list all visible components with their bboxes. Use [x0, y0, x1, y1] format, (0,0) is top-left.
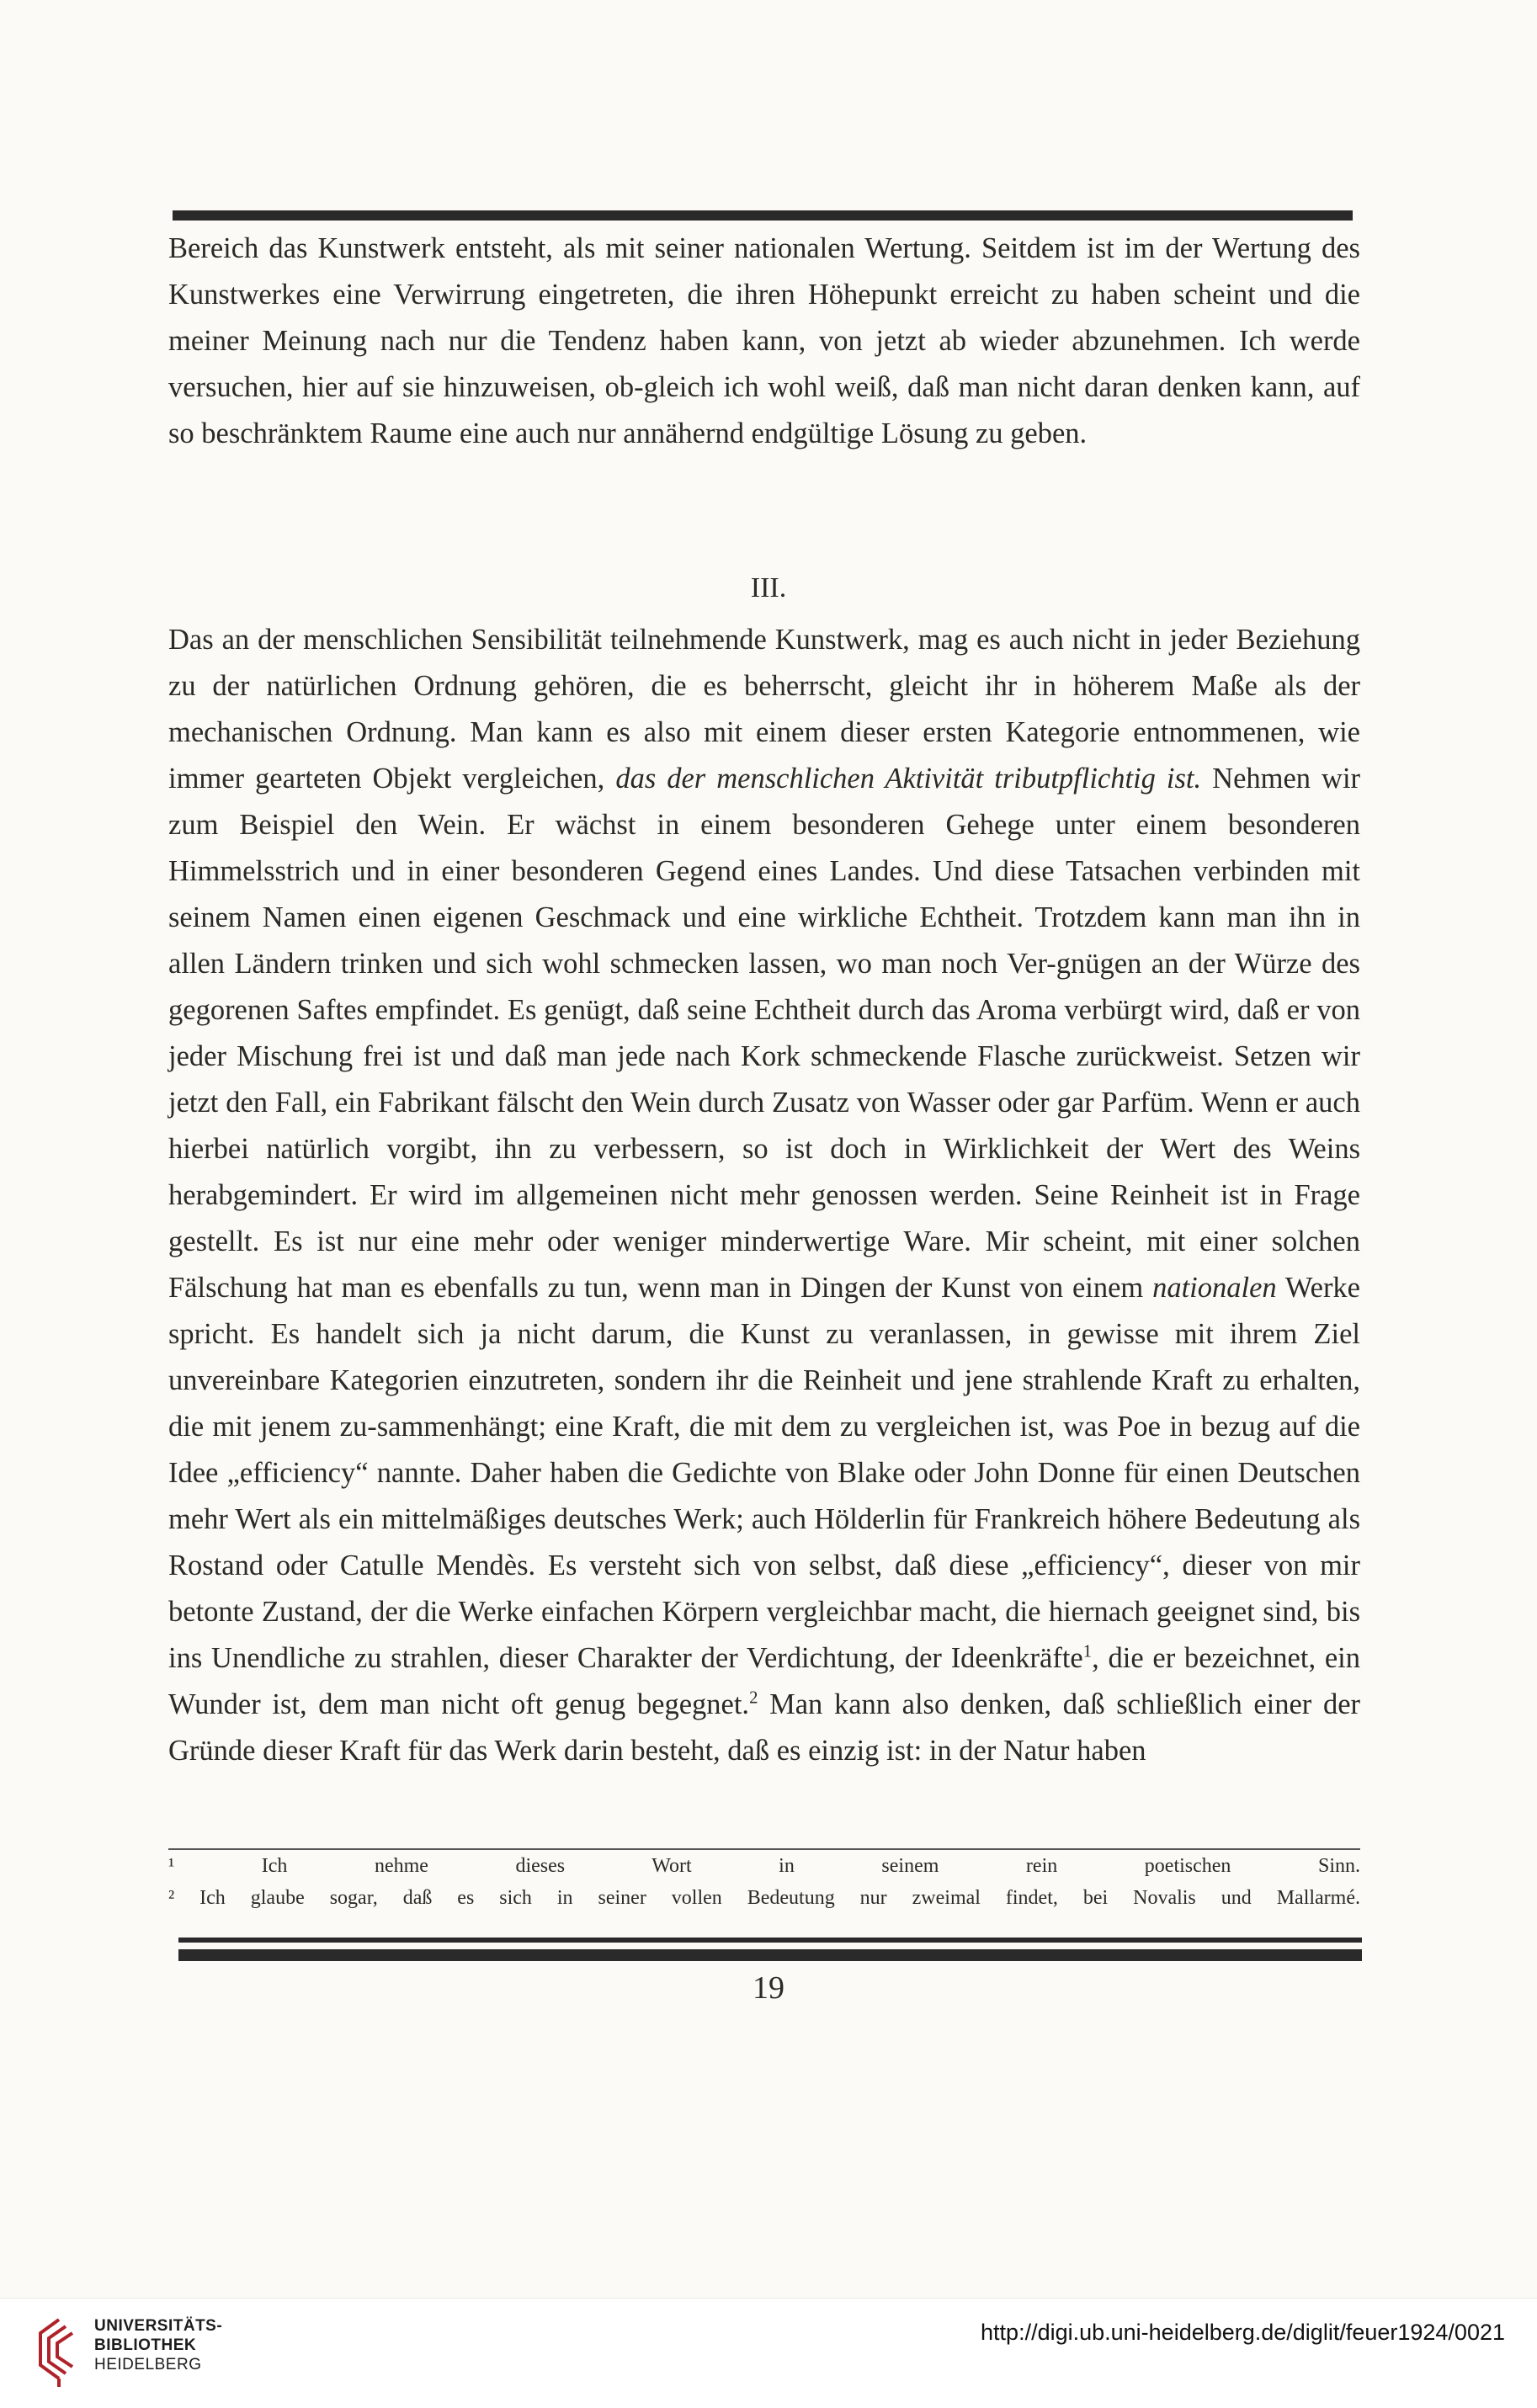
paragraph-2-part-e: Man kann also denken, daß schließlich einer der Gründe dieser Kraft für das Werk darin besteht, daß es einzig ist: in der Natur haben [168, 1688, 1360, 1767]
library-name-line-1: UNIVERSITÄTS- [94, 2317, 223, 2335]
paragraph-2-part-b: Nehmen wir zum Beispiel den Wein. Er wächst in einem besonderen Gehege unter einem besonderen Himmelsstrich und in einer besonderen Gegend eines Landes. Und diese Tatsachen verbinden mit seinem Namen einen eigenen Geschmack und eine wirkliche Echtheit. Trotzdem kann man ihn in allen Ländern trinken und sich wohl schmecken lassen, wo man noch Ver-gnügen an der Würze des gegorenen Saftes empfindet. Es genügt, daß seine Echtheit durch das Aroma verbürgt wird, daß er von jeder Mischung frei ist und daß man jede nach Kork schmeckende Flasche zurückweist. Setzen wir jetzt den Fall, ein Fabrikant fälscht den Wein durch Zusatz von Wasser oder gar Parfüm. Wenn er auch hierbei natürlich vorgibt, ihn zu verbessern, so ist doch in Wirklichkeit der Wert des Weins herabgemindert. Er wird im allgemeinen nicht mehr genossen werden. Seine Reinheit ist in Frage gestellt. Es ist nur eine mehr oder weniger minderwertige Ware. Mir scheint, mit einer solchen Fälschung hat man es ebenfalls zu tun, wenn man in Dingen der Kunst von einem [168, 763, 1361, 1304]
paragraph-2-text [168, 617, 1360, 1774]
footnotes [168, 1850, 1360, 1914]
top-rule [173, 210, 1353, 221]
paragraph-1-text: Bereich das Kunstwerk entsteht, als mit seiner nationalen Wertung. Seitdem ist im der Wertung des Kunstwerkes eine Verwirrung eingetreten, die ihren Höhepunkt erreicht zu haben scheint und die meiner Meinung nach nur die Tendenz haben kann, von jetzt ab wieder abzunehmen. Ich werde versuchen, hier auf sie hinzuweisen, ob-gleich ich wohl weiß, daß man nicht daran denken kann, auf so beschränktem Raume eine auch nur annähernd endgültige Lösung zu geben. [168, 232, 1360, 449]
library-logo-icon [34, 2315, 86, 2390]
paragraph-2 [168, 617, 1360, 1774]
paragraph-2-part-a: Das an der menschlichen Sensibilität teilnehmende Kunstwerk, mag es auch nicht in jeder Beziehung zu der natürlichen Ordnung gehören, die es beherrscht, gleicht ihr in höherem Maße als der mechanischen Ordnung. Man kann es also mit einem dieser ersten Kategorie entnommenen, wie immer gearteten Objekt vergleichen, [168, 624, 1360, 795]
library-name-line-3: HEIDELBERG [94, 2356, 202, 2373]
section-heading: III. [750, 572, 787, 603]
paragraph-1 [168, 226, 1360, 457]
footnote-ref-1: 1 [1082, 1642, 1093, 1661]
library-name [94, 2316, 222, 2374]
paragraph-2-italic-1: das der menschlichen Aktivität tributpflichtig ist. [615, 763, 1202, 795]
permalink-url[interactable]: http://digi.ub.uni-heidelberg.de/diglit/feuer1924/0021 [981, 2320, 1505, 2345]
library-name-line-2: BIBLIOTHEK [94, 2336, 197, 2354]
footnote-2: ² Ich glaube sogar, daß es sich in seiner vollen Bedeutung nur zweimal findet, bei Novalis und Mallarmé. [168, 1887, 1360, 1909]
paragraph-2-part-d: , die er bezeichnet, ein Wunder ist, dem man nicht oft genug begegnet. [168, 1642, 1360, 1720]
paragraph-2-part-c: Werke spricht. Es handelt sich ja nicht darum, die Kunst zu veranlassen, in gewisse mit ihrem Ziel unvereinbare Kategorien einzutreten, sondern ihr die Reinheit und jene strahlende Kraft zu erhalten, die mit jenem zu-sammenhängt; eine Kraft, die mit dem zu vergleichen ist, was Poe in bezug auf die Idee „efficiency“ nannte. Daher haben die Gedichte von Blake oder John Donne für einen Deutschen mehr Wert als ein mittelmäßiges deutsches Werk; auch Hölderlin für Frankreich höhere Bedeutung als Rostand oder Catulle Mendès. Es versteht sich von selbst, daß diese „efficiency“, dieser von mir betonte Zustand, der die Werke einfachen Körpern vergleichbar macht, die hiernach geeignet sind, bis ins Unendliche zu strahlen, dieser Charakter der Verdichtung, der Ideenkräfte [168, 1272, 1360, 1674]
paragraph-2-italic-2: nationalen [1152, 1272, 1277, 1304]
bottom-rule-thick [178, 1949, 1362, 1961]
footnote-ref-2: 2 [749, 1688, 758, 1708]
footer-bar [0, 2298, 1537, 2408]
footnote-1: ¹ Ich nehme dieses Wort in seinem rein poetischen Sinn. [168, 1855, 1360, 1877]
page-number: 19 [753, 1970, 784, 2006]
bottom-rule-thin [178, 1938, 1362, 1943]
